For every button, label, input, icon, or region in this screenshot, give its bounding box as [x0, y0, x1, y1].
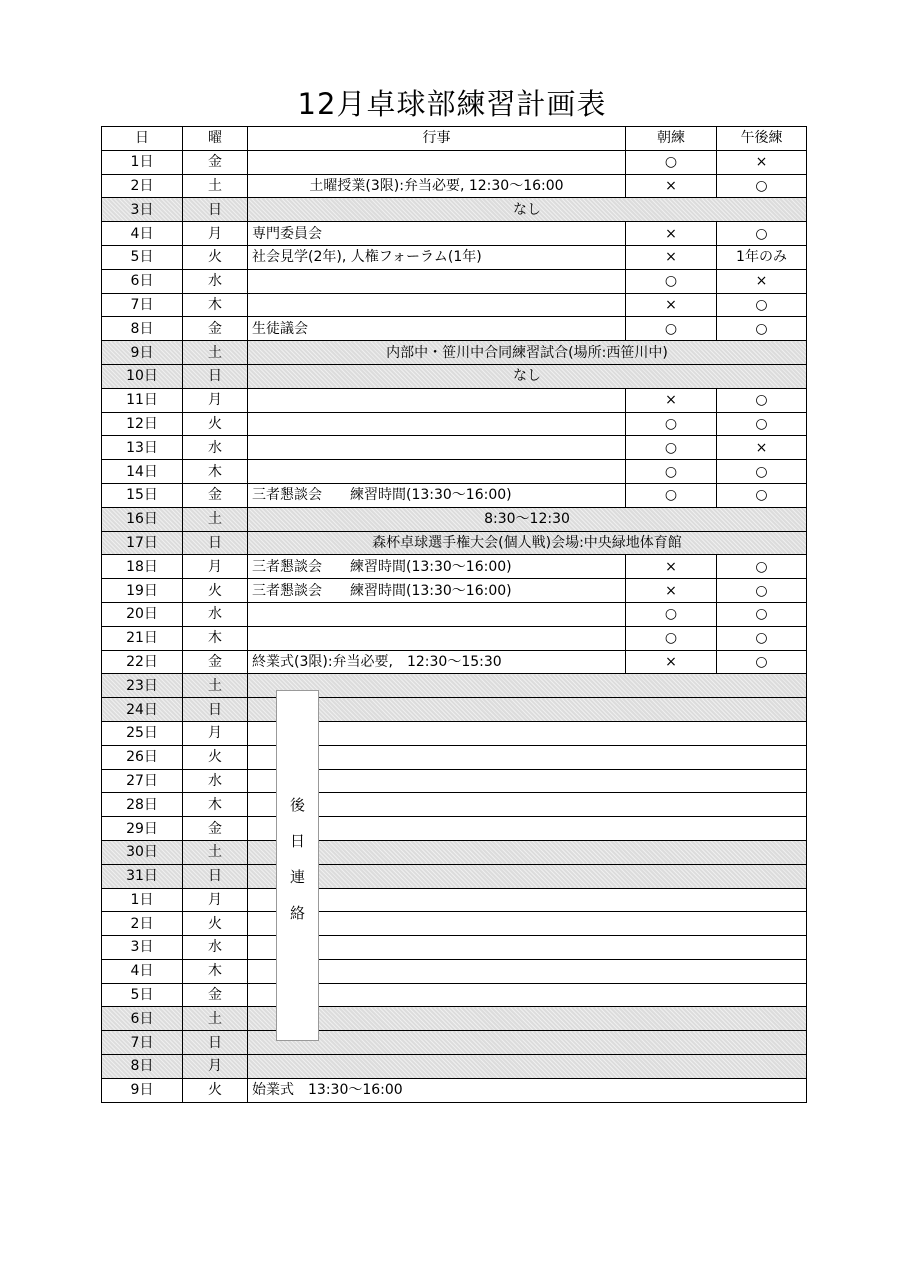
weekday-cell: 土: [183, 1007, 248, 1031]
day-cell: 5日: [102, 245, 183, 269]
schedule-table: [101, 126, 807, 1103]
afternoon-cell: ○: [717, 483, 807, 507]
later-notice-text: 後日連絡: [288, 797, 306, 941]
morning-cell: ×: [626, 245, 717, 269]
table-row: [102, 341, 807, 365]
event-cell: [248, 436, 626, 460]
afternoon-cell: ○: [717, 388, 807, 412]
table-row: [102, 531, 807, 555]
later-notice-box: [276, 690, 319, 1041]
day-cell: 4日: [102, 222, 183, 246]
event-cell: [248, 150, 626, 174]
weekday-cell: 木: [183, 293, 248, 317]
event-cell: [248, 674, 807, 698]
event-cell: 社会見学(2年), 人権フォーラム(1年): [248, 245, 626, 269]
event-cell: 生徒議会: [248, 317, 626, 341]
morning-cell: ○: [626, 436, 717, 460]
event-cell: 三者懇談会 練習時間(13:30～16:00): [248, 579, 626, 603]
morning-cell: ○: [626, 483, 717, 507]
day-cell: 6日: [102, 1007, 183, 1031]
header-day: 日: [102, 127, 183, 151]
day-cell: 12日: [102, 412, 183, 436]
day-cell: 9日: [102, 1078, 183, 1102]
afternoon-cell: ×: [717, 269, 807, 293]
table-row: [102, 507, 807, 531]
event-cell: [248, 888, 807, 912]
event-cell: [248, 912, 807, 936]
afternoon-cell: ×: [717, 436, 807, 460]
day-cell: 1日: [102, 150, 183, 174]
day-cell: 26日: [102, 745, 183, 769]
header-event: 行事: [248, 127, 626, 151]
afternoon-cell: ○: [717, 222, 807, 246]
event-cell: [248, 388, 626, 412]
afternoon-cell: ○: [717, 412, 807, 436]
weekday-cell: 土: [183, 341, 248, 365]
morning-cell: ×: [626, 650, 717, 674]
event-cell: [248, 817, 807, 841]
weekday-cell: 日: [183, 364, 248, 388]
table-row: [102, 245, 807, 269]
weekday-cell: 土: [183, 840, 248, 864]
weekday-cell: 木: [183, 959, 248, 983]
weekday-cell: 火: [183, 745, 248, 769]
weekday-cell: 火: [183, 912, 248, 936]
morning-cell: ○: [626, 150, 717, 174]
day-cell: 8日: [102, 317, 183, 341]
table-row: [102, 674, 807, 698]
event-cell: 土曜授業(3限):弁当必要, 12:30～16:00: [248, 174, 626, 198]
table-row: [102, 174, 807, 198]
day-cell: 14日: [102, 460, 183, 484]
day-cell: 3日: [102, 936, 183, 960]
event-cell: [248, 936, 807, 960]
day-cell: 16日: [102, 507, 183, 531]
page-title: 12月卓球部練習計画表: [297, 87, 607, 121]
afternoon-cell: ○: [717, 555, 807, 579]
afternoon-cell: ○: [717, 579, 807, 603]
table-row: [102, 959, 807, 983]
table-row: [102, 793, 807, 817]
table-row: [102, 888, 807, 912]
weekday-cell: 日: [183, 198, 248, 222]
table-row: [102, 1007, 807, 1031]
table-row: [102, 483, 807, 507]
afternoon-cell: ○: [717, 650, 807, 674]
morning-cell: ×: [626, 174, 717, 198]
weekday-cell: 水: [183, 436, 248, 460]
morning-cell: ○: [626, 460, 717, 484]
afternoon-cell: 1年のみ: [717, 245, 807, 269]
day-cell: 17日: [102, 531, 183, 555]
day-cell: 21日: [102, 626, 183, 650]
table-row: [102, 364, 807, 388]
table-row: [102, 698, 807, 722]
day-cell: 11日: [102, 388, 183, 412]
weekday-cell: 金: [183, 150, 248, 174]
afternoon-cell: ○: [717, 293, 807, 317]
weekday-cell: 土: [183, 507, 248, 531]
day-cell: 3日: [102, 198, 183, 222]
weekday-cell: 月: [183, 888, 248, 912]
morning-cell: ×: [626, 388, 717, 412]
event-cell: [248, 840, 807, 864]
table-row: [102, 840, 807, 864]
weekday-cell: 木: [183, 793, 248, 817]
weekday-cell: 日: [183, 864, 248, 888]
event-cell: [248, 769, 807, 793]
morning-cell: ○: [626, 317, 717, 341]
weekday-cell: 火: [183, 579, 248, 603]
weekday-cell: 火: [183, 1078, 248, 1102]
event-cell: 森杯卓球選手権大会(個人戦)会場:中央緑地体育館: [248, 531, 807, 555]
event-cell: [248, 412, 626, 436]
table-row: [102, 912, 807, 936]
morning-cell: ○: [626, 412, 717, 436]
table-row: [102, 1031, 807, 1055]
weekday-cell: 月: [183, 222, 248, 246]
header-row: [102, 127, 807, 151]
table-row: [102, 745, 807, 769]
event-cell: 三者懇談会 練習時間(13:30～16:00): [248, 555, 626, 579]
event-cell: [248, 626, 626, 650]
event-cell: [248, 864, 807, 888]
table-row: [102, 769, 807, 793]
weekday-cell: 月: [183, 555, 248, 579]
weekday-cell: 木: [183, 626, 248, 650]
afternoon-cell: ○: [717, 317, 807, 341]
morning-cell: ×: [626, 555, 717, 579]
table-row: [102, 412, 807, 436]
morning-cell: ○: [626, 602, 717, 626]
day-cell: 2日: [102, 912, 183, 936]
day-cell: 4日: [102, 959, 183, 983]
afternoon-cell: ○: [717, 460, 807, 484]
day-cell: 29日: [102, 817, 183, 841]
event-cell: [248, 1031, 807, 1055]
weekday-cell: 土: [183, 174, 248, 198]
event-cell: なし: [248, 364, 807, 388]
table-row: [102, 1078, 807, 1102]
table-row: [102, 626, 807, 650]
event-cell: [248, 293, 626, 317]
event-cell: [248, 602, 626, 626]
event-cell: [248, 721, 807, 745]
weekday-cell: 水: [183, 602, 248, 626]
day-cell: 22日: [102, 650, 183, 674]
morning-cell: ×: [626, 293, 717, 317]
table-row: [102, 150, 807, 174]
day-cell: 10日: [102, 364, 183, 388]
event-cell: [248, 460, 626, 484]
table-row: [102, 436, 807, 460]
event-cell: [248, 698, 807, 722]
afternoon-cell: ○: [717, 602, 807, 626]
table-row: [102, 293, 807, 317]
table-row: [102, 460, 807, 484]
weekday-cell: 火: [183, 412, 248, 436]
weekday-cell: 水: [183, 936, 248, 960]
day-cell: 1日: [102, 888, 183, 912]
header-afternoon: 午後練: [717, 127, 807, 151]
weekday-cell: 金: [183, 650, 248, 674]
afternoon-cell: ×: [717, 150, 807, 174]
event-cell: 内部中・笹川中合同練習試合(場所:西笹川中): [248, 341, 807, 365]
day-cell: 30日: [102, 840, 183, 864]
day-cell: 5日: [102, 983, 183, 1007]
weekday-cell: 金: [183, 983, 248, 1007]
table-row: [102, 602, 807, 626]
event-cell: 8:30～12:30: [248, 507, 807, 531]
weekday-cell: 日: [183, 531, 248, 555]
weekday-cell: 日: [183, 698, 248, 722]
table-row: [102, 198, 807, 222]
event-cell: [248, 793, 807, 817]
day-cell: 19日: [102, 579, 183, 603]
table-row: [102, 817, 807, 841]
table-row: [102, 555, 807, 579]
table-row: [102, 317, 807, 341]
table-row: [102, 721, 807, 745]
day-cell: 13日: [102, 436, 183, 460]
table-row: [102, 579, 807, 603]
morning-cell: ○: [626, 269, 717, 293]
event-cell: 専門委員会: [248, 222, 626, 246]
table-row: [102, 1055, 807, 1079]
day-cell: 27日: [102, 769, 183, 793]
day-cell: 20日: [102, 602, 183, 626]
weekday-cell: 月: [183, 1055, 248, 1079]
event-cell: [248, 269, 626, 293]
day-cell: 2日: [102, 174, 183, 198]
table-row: [102, 650, 807, 674]
event-cell: [248, 983, 807, 1007]
afternoon-cell: ○: [717, 174, 807, 198]
weekday-cell: 日: [183, 1031, 248, 1055]
day-cell: 7日: [102, 293, 183, 317]
event-cell: 始業式 13:30～16:00: [248, 1078, 807, 1102]
day-cell: 23日: [102, 674, 183, 698]
weekday-cell: 金: [183, 817, 248, 841]
day-cell: 8日: [102, 1055, 183, 1079]
day-cell: 9日: [102, 341, 183, 365]
event-cell: [248, 1055, 807, 1079]
day-cell: 15日: [102, 483, 183, 507]
weekday-cell: 月: [183, 388, 248, 412]
morning-cell: ×: [626, 579, 717, 603]
event-cell: [248, 959, 807, 983]
table-row: [102, 983, 807, 1007]
afternoon-cell: ○: [717, 626, 807, 650]
header-weekday: 曜: [183, 127, 248, 151]
table-row: [102, 936, 807, 960]
weekday-cell: 金: [183, 317, 248, 341]
day-cell: 31日: [102, 864, 183, 888]
weekday-cell: 月: [183, 721, 248, 745]
day-cell: 28日: [102, 793, 183, 817]
event-cell: [248, 1007, 807, 1031]
weekday-cell: 火: [183, 245, 248, 269]
morning-cell: ×: [626, 222, 717, 246]
event-cell: 終業式(3限):弁当必要, 12:30～15:30: [248, 650, 626, 674]
weekday-cell: 土: [183, 674, 248, 698]
event-cell: [248, 745, 807, 769]
table-row: [102, 269, 807, 293]
table-row: [102, 864, 807, 888]
day-cell: 7日: [102, 1031, 183, 1055]
table-row: [102, 222, 807, 246]
event-cell: なし: [248, 198, 807, 222]
day-cell: 18日: [102, 555, 183, 579]
weekday-cell: 木: [183, 460, 248, 484]
morning-cell: ○: [626, 626, 717, 650]
header-morning: 朝練: [626, 127, 717, 151]
day-cell: 24日: [102, 698, 183, 722]
weekday-cell: 金: [183, 483, 248, 507]
weekday-cell: 水: [183, 769, 248, 793]
table-row: [102, 388, 807, 412]
event-cell: 三者懇談会 練習時間(13:30～16:00): [248, 483, 626, 507]
weekday-cell: 水: [183, 269, 248, 293]
day-cell: 25日: [102, 721, 183, 745]
day-cell: 6日: [102, 269, 183, 293]
